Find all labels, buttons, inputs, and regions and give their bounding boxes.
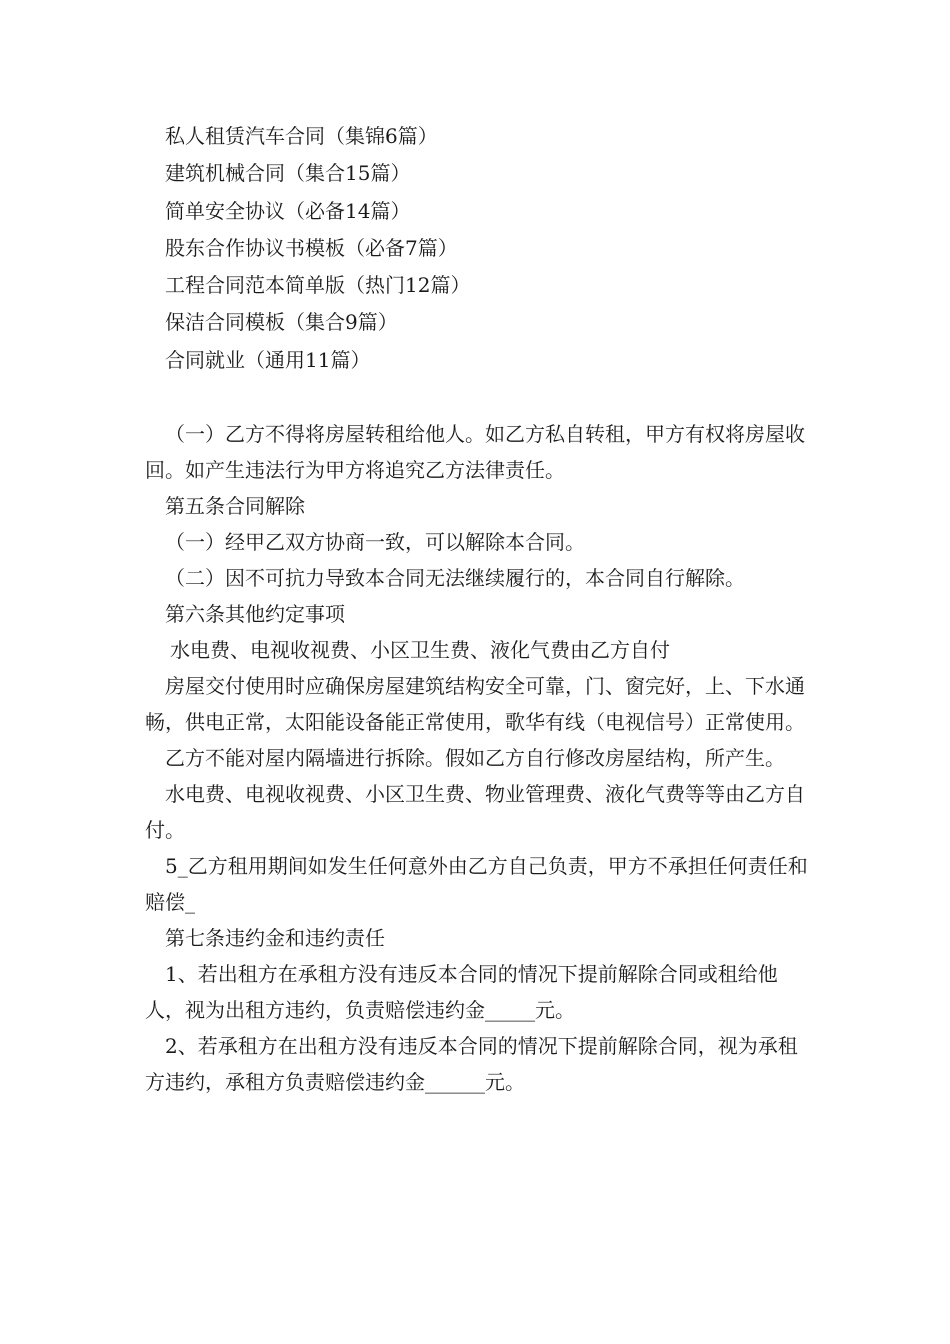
list-item[interactable]: 工程合同范本简单版（热门12篇） — [165, 273, 471, 298]
list-item[interactable]: 合同就业（通用11篇） — [165, 347, 371, 372]
list-item[interactable]: 简单安全协议（必备14篇） — [165, 198, 411, 223]
clause-paragraph: 5_乙方租用期间如发生任何意外由乙方自己负责，甲方不承担任何责任和赔偿_ — [145, 854, 808, 914]
clause-paragraph: 水电费、电视收视费、小区卫生费、液化气费由乙方自付 — [170, 638, 670, 662]
list-item[interactable]: 保洁合同模板（集合9篇） — [165, 310, 398, 335]
clause-paragraph: 乙方不能对屋内隔墙进行拆除。假如乙方自行修改房屋结构，所产生。 — [165, 746, 785, 770]
list-item[interactable]: 私人租赁汽车合同（集锦6篇） — [165, 124, 438, 148]
related-documents-list — [165, 118, 845, 379]
list-item[interactable]: 建筑机械合同（集合15篇） — [165, 161, 411, 186]
clause-paragraph: 2、若承租方在出租方没有违反本合同的情况下提前解除合同，视为承租方违约，承租方负责赔偿违约金______元。 — [145, 1034, 798, 1094]
section-heading: 第五条合同解除 — [165, 494, 305, 518]
clause-paragraph: （二）因不可抗力导致本合同无法继续履行的，本合同自行解除。 — [165, 566, 745, 590]
clause-paragraph: 1、若出租方在承租方没有违反本合同的情况下提前解除合同或租给他人，视为出租方违约，负责赔偿违约金_____元。 — [145, 962, 778, 1022]
section-heading: 第六条其他约定事项 — [165, 602, 345, 626]
clause-paragraph: （一）乙方不得将房屋转租给他人。如乙方私自转租，甲方有权将房屋收回。如产生违法行为甲方将追究乙方法律责任。 — [145, 422, 805, 482]
section-heading: 第七条违约金和违约责任 — [165, 926, 385, 950]
clause-paragraph: 房屋交付使用时应确保房屋建筑结构安全可靠，门、窗完好，上、下水通畅，供电正常，太阳能设备能正常使用，歌华有线（电视信号）正常使用。 — [145, 674, 805, 734]
list-item[interactable]: 股东合作协议书模板（必备7篇） — [165, 235, 458, 260]
clause-paragraph: （一）经甲乙双方协商一致，可以解除本合同。 — [165, 530, 585, 554]
contract-body — [145, 416, 815, 1100]
clause-paragraph: 水电费、电视收视费、小区卫生费、物业管理费、液化气费等等由乙方自付。 — [145, 782, 805, 842]
